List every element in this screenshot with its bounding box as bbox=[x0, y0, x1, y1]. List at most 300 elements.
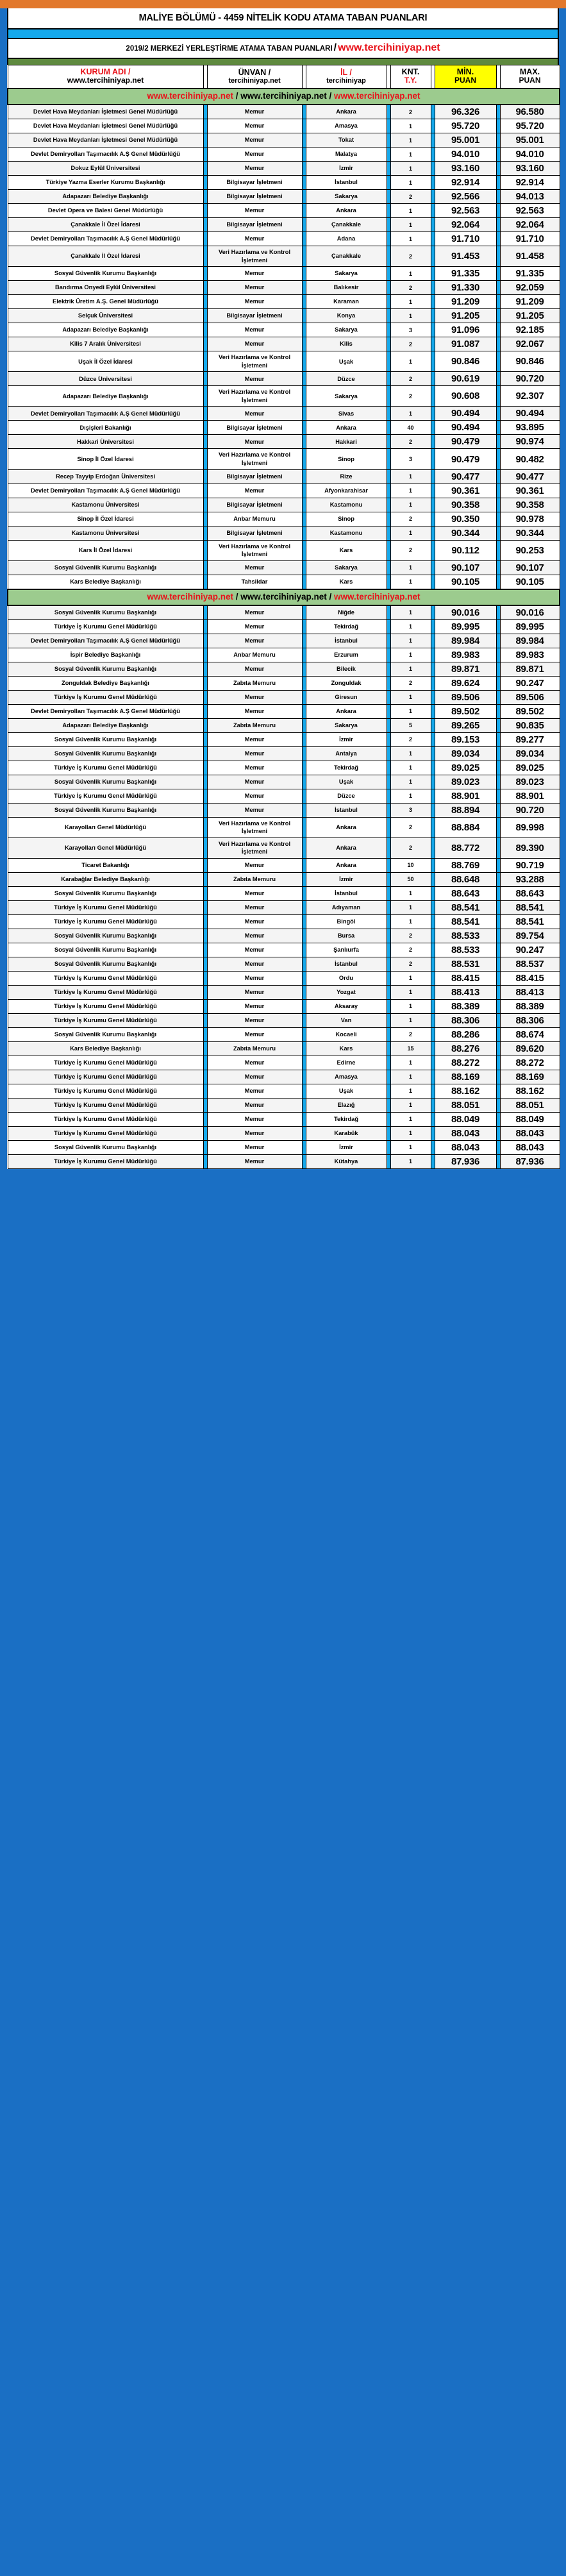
cell-unvan: Memur bbox=[207, 323, 302, 337]
cell-kontenjan: 2 bbox=[390, 676, 431, 690]
cell-kontenjan: 1 bbox=[390, 560, 431, 575]
cell-il: Ankara bbox=[306, 105, 387, 119]
cell-max-puan: 92.185 bbox=[500, 323, 560, 337]
cell-il: Sivas bbox=[306, 407, 387, 421]
cell-kurum: Türkiye İş Kurumu Genel Müdürlüğü bbox=[8, 900, 203, 914]
table-row[interactable] bbox=[8, 746, 560, 761]
cell-max-puan: 88.537 bbox=[500, 957, 560, 971]
cell-kurum: Ticaret Bakanlığı bbox=[8, 858, 203, 872]
table-row[interactable] bbox=[8, 526, 560, 540]
cell-max-puan: 90.358 bbox=[500, 498, 560, 512]
cell-min-puan: 88.306 bbox=[435, 1013, 496, 1027]
promo-banner-cell bbox=[8, 589, 560, 605]
table-row[interactable] bbox=[8, 176, 560, 190]
cell-kontenjan: 1 bbox=[390, 1126, 431, 1140]
cell-kontenjan: 1 bbox=[390, 985, 431, 999]
cell-max-puan: 92.064 bbox=[500, 218, 560, 232]
cell-min-puan: 91.710 bbox=[435, 232, 496, 246]
table-row[interactable] bbox=[8, 281, 560, 295]
cell-kurum: Türkiye İş Kurumu Genel Müdürlüğü bbox=[8, 985, 203, 999]
cell-max-puan: 90.720 bbox=[500, 372, 560, 386]
table-row[interactable] bbox=[8, 512, 560, 526]
cell-il: Kütahya bbox=[306, 1154, 387, 1168]
cell-min-puan: 88.533 bbox=[435, 929, 496, 943]
cell-kontenjan: 1 bbox=[390, 1070, 431, 1084]
cell-kurum: Sosyal Güvenlik Kurumu Başkanlığı bbox=[8, 605, 203, 620]
cell-unvan: Memur bbox=[207, 704, 302, 718]
cell-kurum: Türkiye İş Kurumu Genel Müdürlüğü bbox=[8, 1154, 203, 1168]
table-row[interactable] bbox=[8, 1070, 560, 1084]
cell-kontenjan: 2 bbox=[390, 929, 431, 943]
cell-kontenjan: 1 bbox=[390, 309, 431, 323]
cell-max-puan: 89.502 bbox=[500, 704, 560, 718]
cell-min-puan: 90.494 bbox=[435, 421, 496, 435]
table-row[interactable] bbox=[8, 914, 560, 929]
cell-max-puan: 89.984 bbox=[500, 634, 560, 648]
table-row[interactable] bbox=[8, 421, 560, 435]
cell-min-puan: 88.533 bbox=[435, 943, 496, 957]
cell-unvan: Memur bbox=[207, 1098, 302, 1112]
cell-il: Sakarya bbox=[306, 386, 387, 407]
table-row[interactable] bbox=[8, 1056, 560, 1070]
cell-kontenjan: 40 bbox=[390, 421, 431, 435]
cell-kurum: Sinop İl Özel İdaresi bbox=[8, 512, 203, 526]
cell-max-puan: 89.995 bbox=[500, 619, 560, 634]
cell-il: Ankara bbox=[306, 204, 387, 218]
cell-min-puan: 89.871 bbox=[435, 662, 496, 676]
cell-kontenjan: 1 bbox=[390, 351, 431, 372]
cell-kontenjan: 2 bbox=[390, 105, 431, 119]
cell-unvan: Memur bbox=[207, 971, 302, 985]
table-row[interactable] bbox=[8, 1041, 560, 1056]
column-header-max-puan bbox=[500, 65, 560, 89]
table-row[interactable] bbox=[8, 775, 560, 789]
cell-il: İzmir bbox=[306, 162, 387, 176]
cell-il: Sakarya bbox=[306, 323, 387, 337]
cell-kurum: Karabağlar Belediye Başkanlığı bbox=[8, 872, 203, 886]
cell-kurum: Sosyal Güvenlik Kurumu Başkanlığı bbox=[8, 1140, 203, 1154]
cell-kurum: Çanakkale İl Özel İdaresi bbox=[8, 246, 203, 267]
cell-max-puan: 88.643 bbox=[500, 886, 560, 900]
cell-max-puan: 89.277 bbox=[500, 732, 560, 746]
banner-link-1[interactable]: www.tercihiniyap.net bbox=[147, 591, 233, 602]
cell-min-puan: 89.025 bbox=[435, 761, 496, 775]
cell-max-puan: 92.307 bbox=[500, 386, 560, 407]
table-row[interactable] bbox=[8, 449, 560, 469]
kurum-header-line2: www.tercihiniyap.net bbox=[67, 76, 144, 85]
cell-max-puan: 92.914 bbox=[500, 176, 560, 190]
table-row[interactable] bbox=[8, 575, 560, 589]
cell-kontenjan: 5 bbox=[390, 718, 431, 732]
cell-min-puan: 90.105 bbox=[435, 575, 496, 589]
cell-kontenjan: 1 bbox=[390, 407, 431, 421]
cell-kontenjan: 1 bbox=[390, 1056, 431, 1070]
cell-kontenjan: 1 bbox=[390, 775, 431, 789]
cell-kurum: Çanakkale İl Özel İdaresi bbox=[8, 218, 203, 232]
cell-max-puan: 93.895 bbox=[500, 421, 560, 435]
cell-unvan: Memur bbox=[207, 619, 302, 634]
cell-il: Kastamonu bbox=[306, 498, 387, 512]
table-row[interactable] bbox=[8, 162, 560, 176]
cell-min-puan: 89.023 bbox=[435, 775, 496, 789]
cell-min-puan: 88.541 bbox=[435, 914, 496, 929]
cell-unvan: Memur bbox=[207, 105, 302, 119]
cell-il: Sakarya bbox=[306, 190, 387, 204]
cell-kurum: Türkiye İş Kurumu Genel Müdürlüğü bbox=[8, 690, 203, 704]
banner-link-3[interactable]: www.tercihiniyap.net bbox=[334, 91, 420, 101]
cell-min-puan: 90.477 bbox=[435, 469, 496, 484]
cell-max-puan: 89.871 bbox=[500, 662, 560, 676]
cell-min-puan: 90.608 bbox=[435, 386, 496, 407]
cell-unvan: Bilgisayar İşletmeni bbox=[207, 498, 302, 512]
cell-il: Uşak bbox=[306, 775, 387, 789]
cell-kurum: Devlet Hava Meydanları İşletmesi Genel Müdürlüğü bbox=[8, 119, 203, 133]
cell-unvan: Memur bbox=[207, 1027, 302, 1041]
cell-max-puan: 90.253 bbox=[500, 540, 560, 560]
cell-kontenjan: 1 bbox=[390, 1140, 431, 1154]
table-row[interactable] bbox=[8, 1013, 560, 1027]
cell-kurum: Sosyal Güvenlik Kurumu Başkanlığı bbox=[8, 267, 203, 281]
cell-max-puan: 94.013 bbox=[500, 190, 560, 204]
table-row[interactable] bbox=[8, 204, 560, 218]
cell-unvan: Memur bbox=[207, 232, 302, 246]
cell-max-puan: 88.306 bbox=[500, 1013, 560, 1027]
cell-max-puan: 89.998 bbox=[500, 817, 560, 838]
table-row[interactable] bbox=[8, 1098, 560, 1112]
cell-max-puan: 89.034 bbox=[500, 746, 560, 761]
cell-max-puan: 88.169 bbox=[500, 1070, 560, 1084]
cell-unvan: Memur bbox=[207, 560, 302, 575]
cell-kontenjan: 1 bbox=[390, 746, 431, 761]
cell-il: Karaman bbox=[306, 295, 387, 309]
table-row[interactable] bbox=[8, 295, 560, 309]
table-row[interactable] bbox=[8, 838, 560, 858]
cell-kontenjan: 1 bbox=[390, 619, 431, 634]
table-row[interactable] bbox=[8, 133, 560, 147]
cell-il: Kastamonu bbox=[306, 526, 387, 540]
promo-banner-row bbox=[8, 88, 560, 105]
cell-il: Sakarya bbox=[306, 267, 387, 281]
cell-max-puan: 89.620 bbox=[500, 1041, 560, 1056]
subtitle-website-link[interactable]: www.tercihiniyap.net bbox=[338, 42, 440, 53]
table-row[interactable] bbox=[8, 372, 560, 386]
table-row[interactable] bbox=[8, 789, 560, 803]
il-header-line1: İL / bbox=[340, 67, 352, 77]
cell-unvan: Bilgisayar İşletmeni bbox=[207, 190, 302, 204]
table-row[interactable] bbox=[8, 218, 560, 232]
cell-kurum: Türkiye İş Kurumu Genel Müdürlüğü bbox=[8, 1126, 203, 1140]
cell-il: Ankara bbox=[306, 421, 387, 435]
table-row[interactable] bbox=[8, 605, 560, 620]
cell-max-puan: 88.272 bbox=[500, 1056, 560, 1070]
cell-max-puan: 90.344 bbox=[500, 526, 560, 540]
cell-kurum: Sosyal Güvenlik Kurumu Başkanlığı bbox=[8, 886, 203, 900]
cell-min-puan: 96.326 bbox=[435, 105, 496, 119]
cell-max-puan: 90.482 bbox=[500, 449, 560, 469]
table-row[interactable] bbox=[8, 1084, 560, 1098]
cell-min-puan: 89.153 bbox=[435, 732, 496, 746]
cell-unvan: Bilgisayar İşletmeni bbox=[207, 526, 302, 540]
cell-min-puan: 88.643 bbox=[435, 886, 496, 900]
table-row[interactable] bbox=[8, 858, 560, 872]
cell-kurum: Devlet Demiryolları Taşımacılık A.Ş Genel Müdürlüğü bbox=[8, 484, 203, 498]
table-row[interactable] bbox=[8, 676, 560, 690]
cell-kurum: Düzce Üniversitesi bbox=[8, 372, 203, 386]
cell-min-puan: 88.901 bbox=[435, 789, 496, 803]
cell-max-puan: 91.458 bbox=[500, 246, 560, 267]
table-row[interactable] bbox=[8, 190, 560, 204]
table-row[interactable] bbox=[8, 662, 560, 676]
cell-max-puan: 94.010 bbox=[500, 147, 560, 162]
cell-max-puan: 88.043 bbox=[500, 1126, 560, 1140]
table-row[interactable] bbox=[8, 246, 560, 267]
cell-kurum: Adapazarı Belediye Başkanlığı bbox=[8, 323, 203, 337]
cell-min-puan: 91.209 bbox=[435, 295, 496, 309]
cell-unvan: Memur bbox=[207, 281, 302, 295]
cell-il: Kilis bbox=[306, 337, 387, 351]
table-row[interactable] bbox=[8, 1027, 560, 1041]
cell-min-puan: 88.772 bbox=[435, 838, 496, 858]
cell-kurum: Devlet Demiryolları Taşımacılık A.Ş Genel Müdürlüğü bbox=[8, 704, 203, 718]
table-row[interactable] bbox=[8, 267, 560, 281]
cell-max-puan: 93.160 bbox=[500, 162, 560, 176]
cell-kontenjan: 50 bbox=[390, 872, 431, 886]
cell-max-puan: 95.720 bbox=[500, 119, 560, 133]
table-row[interactable] bbox=[8, 761, 560, 775]
table-row[interactable] bbox=[8, 704, 560, 718]
table-row[interactable] bbox=[8, 732, 560, 746]
cell-min-puan: 90.344 bbox=[435, 526, 496, 540]
cell-unvan: Memur bbox=[207, 1070, 302, 1084]
cell-kurum: Kilis 7 Aralık Üniversitesi bbox=[8, 337, 203, 351]
subtitle-text: 2019/2 MERKEZİ YERLEŞTİRME ATAMA TABAN PUANLARI bbox=[126, 45, 333, 53]
table-row[interactable] bbox=[8, 105, 560, 119]
cell-kurum: Sosyal Güvenlik Kurumu Başkanlığı bbox=[8, 803, 203, 817]
cell-il: Adıyaman bbox=[306, 900, 387, 914]
cell-min-puan: 91.087 bbox=[435, 337, 496, 351]
cell-min-puan: 89.034 bbox=[435, 746, 496, 761]
table-row[interactable] bbox=[8, 540, 560, 560]
cell-min-puan: 88.884 bbox=[435, 817, 496, 838]
cell-kurum: Devlet Demiryolları Taşımacılık A.Ş Genel Müdürlüğü bbox=[8, 232, 203, 246]
table-row[interactable] bbox=[8, 498, 560, 512]
banner-link-3[interactable]: www.tercihiniyap.net bbox=[334, 591, 420, 602]
cell-kontenjan: 1 bbox=[390, 176, 431, 190]
table-row[interactable] bbox=[8, 147, 560, 162]
cell-il: Hakkari bbox=[306, 435, 387, 449]
cell-min-puan: 91.453 bbox=[435, 246, 496, 267]
cell-il: Ankara bbox=[306, 858, 387, 872]
cell-unvan: Memur bbox=[207, 119, 302, 133]
cell-max-puan: 88.541 bbox=[500, 914, 560, 929]
cell-kontenjan: 1 bbox=[390, 648, 431, 662]
min-header-line1: MİN. bbox=[456, 67, 474, 76]
cell-kurum: Türkiye İş Kurumu Genel Müdürlüğü bbox=[8, 1084, 203, 1098]
cell-il: Düzce bbox=[306, 372, 387, 386]
table-row[interactable] bbox=[8, 351, 560, 372]
cell-max-puan: 89.023 bbox=[500, 775, 560, 789]
cell-kontenjan: 2 bbox=[390, 281, 431, 295]
cell-kontenjan: 1 bbox=[390, 162, 431, 176]
cell-il: Niğde bbox=[306, 605, 387, 620]
table-row[interactable] bbox=[8, 985, 560, 999]
cell-kontenjan: 1 bbox=[390, 484, 431, 498]
cell-kurum: Kars İl Özel İdaresi bbox=[8, 540, 203, 560]
table-row[interactable] bbox=[8, 1126, 560, 1140]
table-row[interactable] bbox=[8, 323, 560, 337]
table-row[interactable] bbox=[8, 119, 560, 133]
cell-kurum: Türkiye Yazma Eserler Kurumu Başkanlığı bbox=[8, 176, 203, 190]
cell-min-puan: 95.001 bbox=[435, 133, 496, 147]
cell-kontenjan: 1 bbox=[390, 999, 431, 1013]
column-header-knt bbox=[390, 65, 431, 89]
cell-kurum: Adapazarı Belediye Başkanlığı bbox=[8, 386, 203, 407]
cell-unvan: Memur bbox=[207, 605, 302, 620]
cell-il: Balıkesir bbox=[306, 281, 387, 295]
cell-unvan: Memur bbox=[207, 1084, 302, 1098]
table-row[interactable] bbox=[8, 484, 560, 498]
cell-min-puan: 88.531 bbox=[435, 957, 496, 971]
cell-il: Şanlıurfa bbox=[306, 943, 387, 957]
cell-unvan: Veri Hazırlama ve Kontrol İşletmeni bbox=[207, 540, 302, 560]
table-row[interactable] bbox=[8, 999, 560, 1013]
column-header-min-puan bbox=[435, 65, 496, 89]
cell-unvan: Memur bbox=[207, 162, 302, 176]
page-title: MALİYE BÖLÜMÜ - 4459 NİTELİK KODU ATAMA TABAN PUANLARI bbox=[138, 13, 428, 23]
table-row[interactable] bbox=[8, 900, 560, 914]
cell-kontenjan: 1 bbox=[390, 469, 431, 484]
cell-il: Bursa bbox=[306, 929, 387, 943]
cell-kontenjan: 2 bbox=[390, 512, 431, 526]
cell-min-puan: 89.984 bbox=[435, 634, 496, 648]
cell-unvan: Memur bbox=[207, 372, 302, 386]
banner-link-1[interactable]: www.tercihiniyap.net bbox=[147, 91, 233, 101]
table-row[interactable] bbox=[8, 386, 560, 407]
cell-min-puan: 88.051 bbox=[435, 1098, 496, 1112]
cell-il: Tekirdağ bbox=[306, 1112, 387, 1126]
cell-min-puan: 88.286 bbox=[435, 1027, 496, 1041]
table-row[interactable] bbox=[8, 309, 560, 323]
table-row[interactable] bbox=[8, 803, 560, 817]
promo-banner-row bbox=[8, 589, 560, 605]
table-row[interactable] bbox=[8, 619, 560, 634]
cell-min-puan: 90.361 bbox=[435, 484, 496, 498]
table-body bbox=[8, 65, 560, 1169]
cell-unvan: Memur bbox=[207, 746, 302, 761]
cell-kurum: Devlet Hava Meydanları İşletmesi Genel Müdürlüğü bbox=[8, 105, 203, 119]
cell-max-puan: 90.720 bbox=[500, 803, 560, 817]
cell-max-puan: 91.205 bbox=[500, 309, 560, 323]
cell-il: İzmir bbox=[306, 1140, 387, 1154]
cell-il: Ankara bbox=[306, 817, 387, 838]
cell-kontenjan: 1 bbox=[390, 133, 431, 147]
cell-min-puan: 88.769 bbox=[435, 858, 496, 872]
cell-kurum: Sosyal Güvenlik Kurumu Başkanlığı bbox=[8, 662, 203, 676]
cell-min-puan: 89.502 bbox=[435, 704, 496, 718]
cell-kontenjan: 2 bbox=[390, 246, 431, 267]
table-row[interactable] bbox=[8, 817, 560, 838]
table-row[interactable] bbox=[8, 886, 560, 900]
table-row[interactable] bbox=[8, 648, 560, 662]
cell-il: Tekirdağ bbox=[306, 761, 387, 775]
cell-max-puan: 90.247 bbox=[500, 943, 560, 957]
cell-kontenjan: 3 bbox=[390, 449, 431, 469]
cell-unvan: Tahsildar bbox=[207, 575, 302, 589]
cell-min-puan: 92.563 bbox=[435, 204, 496, 218]
table-row[interactable] bbox=[8, 634, 560, 648]
cell-min-puan: 90.016 bbox=[435, 605, 496, 620]
cell-unvan: Memur bbox=[207, 295, 302, 309]
page-title-bar bbox=[7, 8, 559, 29]
banner-link-2[interactable]: www.tercihiniyap.net bbox=[240, 91, 327, 101]
cell-unvan: Veri Hazırlama ve Kontrol İşletmeni bbox=[207, 351, 302, 372]
cell-kontenjan: 1 bbox=[390, 119, 431, 133]
table-row[interactable] bbox=[8, 560, 560, 575]
cell-unvan: Zabıta Memuru bbox=[207, 872, 302, 886]
table-row[interactable] bbox=[8, 337, 560, 351]
table-row[interactable] bbox=[8, 1112, 560, 1126]
table-row[interactable] bbox=[8, 929, 560, 943]
table-row[interactable] bbox=[8, 718, 560, 732]
cell-kurum: Devlet Opera ve Balesi Genel Müdürlüğü bbox=[8, 204, 203, 218]
cell-max-puan: 90.361 bbox=[500, 484, 560, 498]
cell-il: Antalya bbox=[306, 746, 387, 761]
scores-table bbox=[7, 65, 560, 1169]
cell-unvan: Memur bbox=[207, 900, 302, 914]
cell-unvan: Memur bbox=[207, 1154, 302, 1168]
cell-il: Malatya bbox=[306, 147, 387, 162]
table-row[interactable] bbox=[8, 690, 560, 704]
banner-link-2[interactable]: www.tercihiniyap.net bbox=[240, 591, 327, 602]
cell-kurum: Zonguldak Belediye Başkanlığı bbox=[8, 676, 203, 690]
cell-unvan: Memur bbox=[207, 484, 302, 498]
cell-min-puan: 91.335 bbox=[435, 267, 496, 281]
cell-kontenjan: 2 bbox=[390, 190, 431, 204]
table-row[interactable] bbox=[8, 971, 560, 985]
cell-il: Rize bbox=[306, 469, 387, 484]
cell-max-puan: 89.025 bbox=[500, 761, 560, 775]
cell-min-puan: 88.272 bbox=[435, 1056, 496, 1070]
table-row[interactable] bbox=[8, 469, 560, 484]
cell-unvan: Veri Hazırlama ve Kontrol İşletmeni bbox=[207, 246, 302, 267]
table-row[interactable] bbox=[8, 232, 560, 246]
cell-kurum: Devlet Hava Meydanları İşletmesi Genel Müdürlüğü bbox=[8, 133, 203, 147]
table-row[interactable] bbox=[8, 1140, 560, 1154]
cell-il: Edirne bbox=[306, 1056, 387, 1070]
cell-unvan: Zabıta Memuru bbox=[207, 1041, 302, 1056]
table-row[interactable] bbox=[8, 435, 560, 449]
table-row[interactable] bbox=[8, 407, 560, 421]
cell-kontenjan: 1 bbox=[390, 971, 431, 985]
cell-kurum: Karayolları Genel Müdürlüğü bbox=[8, 838, 203, 858]
table-header-row bbox=[8, 65, 560, 89]
cell-kurum: Türkiye İş Kurumu Genel Müdürlüğü bbox=[8, 619, 203, 634]
cell-unvan: Memur bbox=[207, 147, 302, 162]
table-row[interactable] bbox=[8, 1154, 560, 1168]
cell-kurum: Sosyal Güvenlik Kurumu Başkanlığı bbox=[8, 943, 203, 957]
cell-min-puan: 88.413 bbox=[435, 985, 496, 999]
cell-unvan: Veri Hazırlama ve Kontrol İşletmeni bbox=[207, 838, 302, 858]
cell-kontenjan: 2 bbox=[390, 372, 431, 386]
promo-banner-cell bbox=[8, 88, 560, 105]
table-row[interactable] bbox=[8, 872, 560, 886]
table-row[interactable] bbox=[8, 943, 560, 957]
cell-kontenjan: 1 bbox=[390, 704, 431, 718]
table-row[interactable] bbox=[8, 957, 560, 971]
cell-kurum: Sosyal Güvenlik Kurumu Başkanlığı bbox=[8, 732, 203, 746]
cell-unvan: Memur bbox=[207, 204, 302, 218]
cell-min-puan: 88.648 bbox=[435, 872, 496, 886]
